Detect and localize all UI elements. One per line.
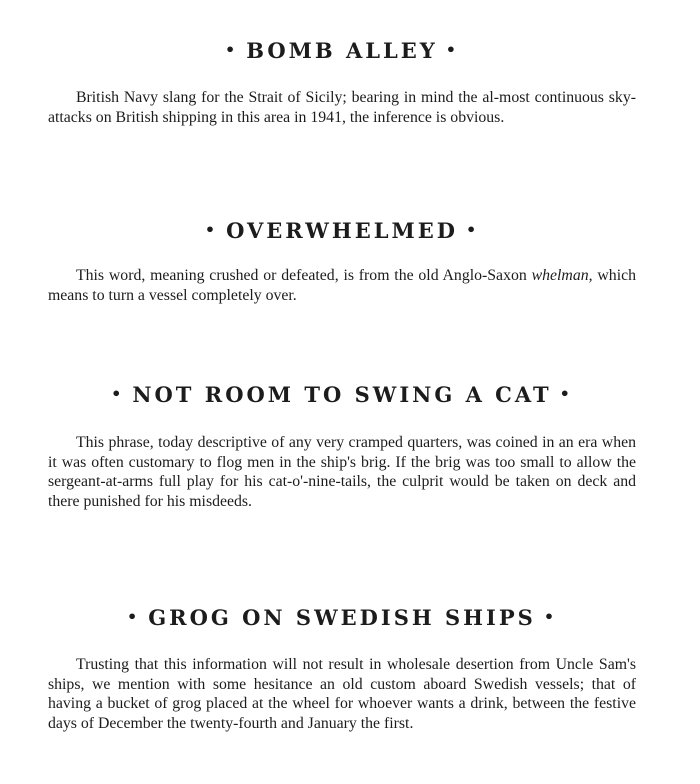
body-text: This word, meaning crushed or defeated, is from the old Anglo-Saxon: [76, 267, 532, 284]
entry-overwhelmed: [48, 220, 636, 305]
heading-text: OVERWHELMED: [226, 218, 458, 243]
heading-text: GROG ON SWEDISH SHIPS: [148, 605, 536, 630]
entry-not-room-to-swing-a-cat: [48, 384, 636, 511]
entry-heading: [48, 607, 636, 628]
entry-bomb-alley: [48, 40, 636, 127]
entry-heading: [48, 40, 636, 61]
body-italic-text: whelman,: [531, 267, 593, 284]
heading-text: NOT ROOM TO SWING A CAT: [132, 382, 552, 407]
entry-body: Trusting that this information will not result in wholesale desertion from Uncle Sam's ships, we mention with some hesitance an old custom aboard Swedish vessels; that of having a bucket of grog placed at the wheel for whoever wants a drink, between the festive days of December the twenty-fourth and January the first.: [48, 656, 636, 732]
entry-body: [48, 266, 636, 305]
bullet-icon: •: [559, 384, 573, 403]
entry-heading: [48, 220, 636, 241]
bullet-icon: •: [111, 384, 125, 403]
entry-body: This phrase, today descriptive of any very cramped quarters, was coined in an era when it was often customary to flog men in the ship's brig. If the brig was too small to allow the sergeant-at-arms full play for his cat-o'-nine-tails, the culprit would be taken on deck and there punished for his misdeeds.: [48, 434, 636, 510]
bullet-icon: •: [204, 220, 219, 239]
entry-body: British Navy slang for the Strait of Sicily; bearing in mind the al-most continuous sky-attacks on British shipping in this area in 1941, the inference is obvious.: [48, 89, 636, 126]
body-text: which means to turn a vessel completely over.: [48, 267, 636, 304]
bullet-icon: •: [465, 220, 480, 239]
entry-heading: [48, 384, 636, 405]
entry-grog-on-swedish-ships: [48, 607, 636, 733]
bullet-icon: •: [445, 40, 460, 59]
bullet-icon: •: [224, 40, 239, 59]
bullet-icon: •: [543, 607, 558, 626]
bullet-icon: •: [126, 607, 141, 626]
heading-text: BOMB ALLEY: [246, 38, 438, 63]
